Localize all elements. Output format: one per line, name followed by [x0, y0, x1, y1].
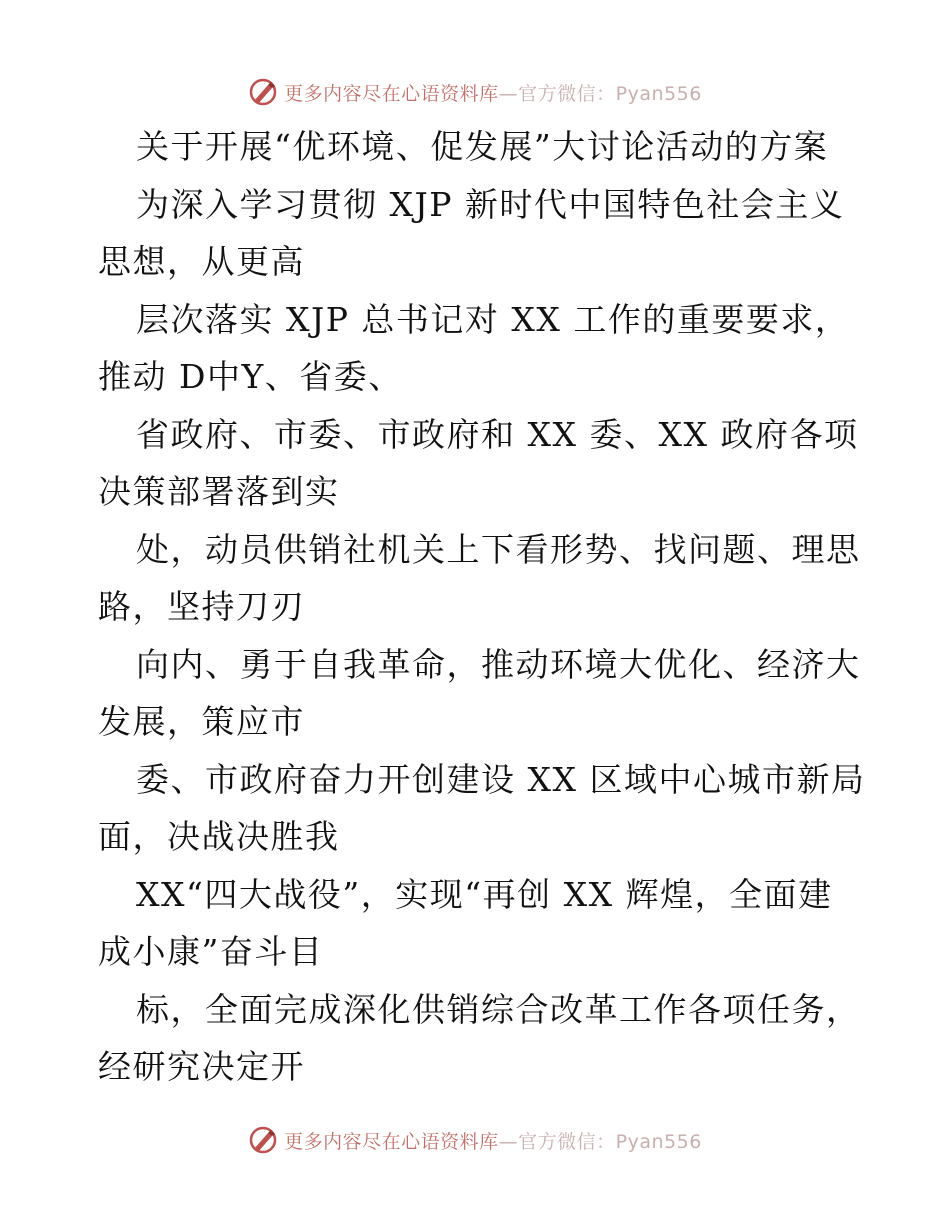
- paragraph-line: 处，动员供销社机关上下看形势、找问题、理思: [136, 529, 861, 569]
- paragraph-line: 省政府、市委、市政府和 XX 委、XX 政府各项: [136, 414, 859, 454]
- paragraph-line: 决策部署落到实: [98, 472, 340, 511]
- paragraph-line: 成小康”奋斗目: [98, 932, 324, 971]
- paragraph-line: 标，全面完成深化供销综合改革工作各项任务，: [136, 989, 861, 1029]
- paragraph-line: 面，决战决胜我: [98, 817, 340, 856]
- document-body: [98, 118, 866, 1096]
- paragraph-line: 路，坚持刀刃: [98, 587, 305, 626]
- footer-watermark: [0, 1120, 950, 1160]
- paragraph-line: XX“四大战役”，实现“再创 XX 辉煌，全面建: [136, 874, 833, 914]
- watermark-text: [284, 79, 702, 106]
- paragraph-line: 推动 D中Y、省委、: [98, 357, 403, 396]
- document-title: 关于开展“优环境、促发展”大讨论活动的方案: [136, 127, 829, 166]
- paragraph-line: 思想，从更高: [98, 242, 305, 281]
- watermark-text-main: 更多内容尽在心语资料库: [284, 1130, 499, 1153]
- pen-logo-icon: [248, 1125, 278, 1155]
- paragraph-line: 经研究决定开: [98, 1047, 305, 1086]
- watermark-text-rest: —官方微信：Pyan556: [498, 82, 702, 105]
- paragraph-line: 为深入学习贯彻 XJP 新时代中国特色社会主义: [136, 184, 845, 224]
- watermark-text: [284, 1127, 702, 1154]
- watermark-text-rest: —官方微信：Pyan556: [498, 1130, 702, 1153]
- header-watermark: [0, 72, 950, 112]
- paragraph-line: 发展，策应市: [98, 702, 305, 741]
- pen-logo-icon: [248, 77, 278, 107]
- watermark-text-main: 更多内容尽在心语资料库: [284, 82, 499, 105]
- paragraph-line: 委、市政府奋力开创建设 XX 区域中心城市新局: [136, 759, 866, 799]
- paragraph-line: 向内、勇于自我革命，推动环境大优化、经济大: [136, 644, 861, 684]
- paragraph-line: 层次落实 XJP 总书记对 XX 工作的重要要求，: [136, 299, 850, 339]
